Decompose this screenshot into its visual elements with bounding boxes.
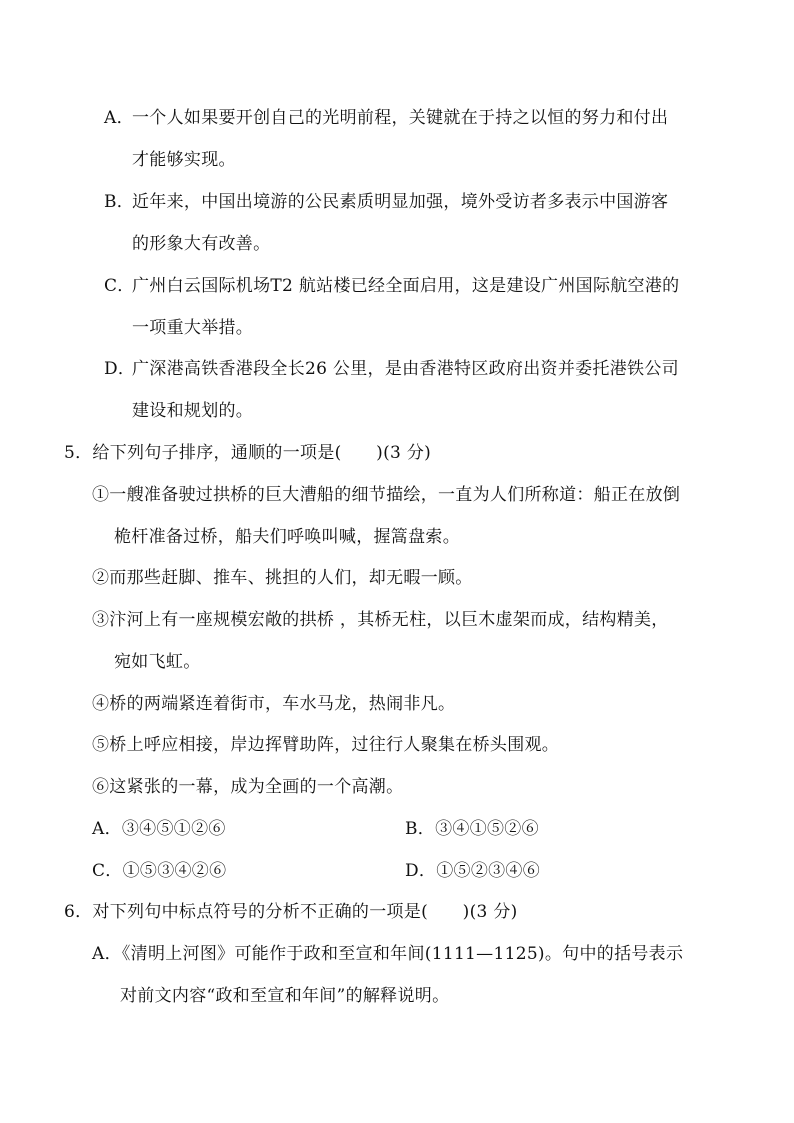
q5-sentence-1-line1: ①一艘准备驶过拱桥的巨大漕船的细节描绘，一直为人们所称道：船正在放倒 [92,485,681,505]
q4-option-b-line1: B．近年来，中国出境游的公民素质明显加强，境外受访者多表示中国游客 [104,192,669,212]
q5-sentence-3-line1: ③汴河上有一座规模宏敞的拱桥 ，其桥无柱，以巨木虚架而成，结构精美， [92,610,669,630]
q4-option-d-label: D． [104,359,136,379]
q4-option-d-line2: 建设和规划的。 [132,401,254,421]
q6-option-a-line1: A．《清明上河图》可能作于政和至宣和年间(1111—1125)。句中的括号表示 [92,944,684,964]
q4-option-a-line1: A．一个人如果要开创自己的光明前程，关键就在于持之以恒的努力和付出 [104,108,669,128]
q5-sentence-2: ②而那些赶脚、推车、挑担的人们，却无暇一顾。 [92,568,473,588]
q4-option-a-line2: 才能够实现。 [132,150,236,170]
q4-option-d-line1: D．广深港高铁香港段全长26 公里，是由香港特区政府出资并委托港铁公司 [104,359,679,379]
q5-sentence-6: ⑥这紧张的一幕，成为全画的一个高潮。 [92,777,404,797]
q5-sentence-5: ⑤桥上呼应相接，岸边挥臂助阵，过往行人聚集在桥头围观。 [92,735,560,755]
q5-sentence-4: ④桥的两端紧连着街市，车水马龙，热闹非凡。 [92,694,456,714]
q5-option-c: C．①⑤③④②⑥ [92,861,227,881]
q4-option-b-label: B． [104,192,135,212]
q5-stem: 5．给下列句子排序，通顺的一项是( )(3 分) [64,443,432,463]
q5-option-b: B．③④①⑤②⑥ [405,819,539,839]
q4-option-c-line2: 一项重大举措。 [132,318,254,338]
q5-option-d: D．①⑤②③④⑥ [405,861,541,881]
q6-option-a-line2: 对前文内容“政和至宣和年间”的解释说明。 [120,986,450,1006]
q5-option-a: A．③④⑤①②⑥ [92,819,226,839]
q4-option-c-line1: C．广州白云国际机场T2 航站楼已经全面启用，这是建设广州国际航空港的 [104,276,680,296]
q4-option-b-line2: 的形象大有改善。 [132,234,271,254]
q4-option-a-label: A． [104,108,134,128]
q5-sentence-1-line2: 桅杆准备过桥，船夫们呼唤叫喊，握篙盘索。 [114,527,460,547]
q5-sentence-3-line2: 宛如飞虹。 [114,652,201,672]
q4-option-c-label: C． [104,276,135,296]
q6-stem: 6．对下列句中标点符号的分析不正确的一项是( )(3 分) [64,902,518,922]
